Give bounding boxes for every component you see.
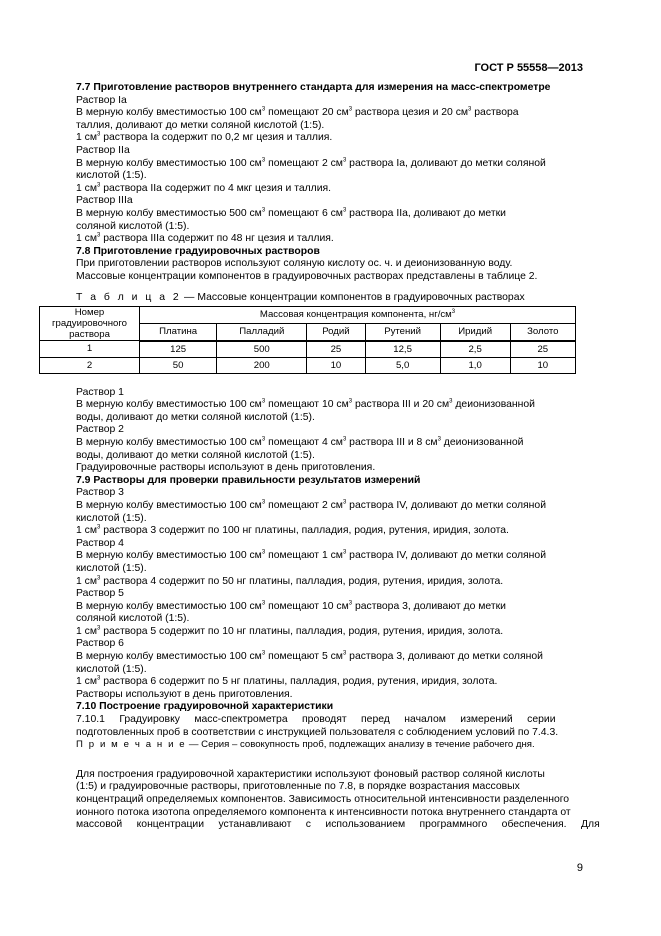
section-7-8-title: 7.8 Приготовление градуировочных растворов: [76, 245, 320, 257]
note: П р и м е ч а н и е — Серия – совокупность проб, подлежащих анализу в течение рабочего дня.: [76, 739, 535, 751]
table-cell: 50: [140, 357, 217, 373]
calibration-usage-note: Градуировочные растворы используют в день приготовления.: [76, 462, 376, 474]
table-2-caption: Т а б л и ц а 2 — Массовые концентрации компонентов в градуировочных растворах: [76, 291, 525, 303]
section-7-10-1-line-1: 7.10.1 Градуировку масс-спектрометра проводят перед началом измерений серии: [76, 714, 556, 726]
table-col-header: Платина: [140, 323, 217, 340]
solution-ia-label: Раствор Iа: [76, 94, 127, 106]
table-cell: 10: [307, 357, 365, 373]
solution-3-text-cont: кислотой (1:5).: [76, 512, 147, 524]
solution-3-content: 1 $см^3$ раствора 3 содержит по 100 нг платины, палладия, родия, рутения, иридия, золота.: [76, 524, 509, 537]
solution-iia-content: 1 $см^3$ раствора IIа содержит по 4 мкг цезия и таллия.: [76, 182, 332, 194]
table-cell: 1,0: [440, 357, 510, 373]
solution-4-text-cont: кислотой (1:5).: [76, 562, 147, 574]
solution-1-label: Раствор 1: [76, 386, 124, 398]
table-cell: 25: [510, 341, 575, 358]
solution-4-text: В мерную колбу вместимостью 100 $см^3$ помещают 1 $см^3$ раствора IV, доливают до метки соляной: [76, 549, 547, 562]
solution-6-label: Раствор 6: [76, 638, 124, 650]
solution-ia-text: В мерную колбу вместимостью 100 $см^3$ помещают 20 $см^3$ раствора цезия и 20 $см^3$ раствора: [76, 106, 519, 119]
solution-6-content: 1 $см^3$ раствора 6 содержит по 5 нг платины, палладия, родия, рутения, иридия, золота.: [76, 675, 498, 688]
solution-iia-text: В мерную колбу вместимостью 100 $см^3$ помещают 2 $см^3$ раствора Iа, доливают до метки соляной: [76, 157, 546, 169]
table-cell: 25: [307, 341, 365, 358]
page-content: [52, 82, 600, 832]
solution-1-text-cont: воды, доливают до метки соляной кислотой (1:5).: [76, 411, 315, 423]
table-col-header: Родий: [307, 323, 365, 340]
solution-2-label: Раствор 2: [76, 424, 124, 436]
solution-iia-text-cont: кислотой (1:5).: [76, 170, 147, 182]
table-cell: 5,0: [365, 357, 440, 373]
solution-5-text-cont: соляной кислотой (1:5).: [76, 613, 190, 625]
solution-2-text: В мерную колбу вместимостью 100 $см^3$ помещают 4 $см^3$ раствора III и 8 $см^3$ деионизованной: [76, 436, 524, 448]
solution-3-text: В мерную колбу вместимостью 100 $см^3$ помещают 2 $см^3$ раствора IV, доливают до метки соляной: [76, 499, 547, 511]
solution-iia-label: Раствор IIа: [76, 144, 130, 156]
solution-iiia-label: Раствор IIIа: [76, 195, 133, 207]
standard-header: ГОСТ Р 55558—2013: [474, 62, 583, 74]
solution-4-content: 1 $см^3$ раствора 4 содержит по 50 нг платины, палладия, родия, рутения, иридия, золота.: [76, 575, 504, 587]
section-7-10-title: 7.10 Построение градуировочной характеристики: [76, 701, 334, 713]
table-col-header-number: Номер градуировочного раствора: [40, 307, 140, 341]
section-7-7-title: 7.7 Приготовление растворов внутреннего стандарта для измерения на масс-спектрометре: [76, 82, 551, 93]
page-number: 9: [576, 862, 583, 874]
solution-6-text: В мерную колбу вместимостью 100 $см^3$ помещают 5 $см^3$ раствора 3, доливают до метки соляной: [76, 650, 543, 663]
solution-iiia-content: 1 $см^3$ раствора IIIа содержит по 48 нг цезия и таллия.: [76, 232, 334, 245]
table-cell: 2: [40, 357, 140, 373]
solution-3-label: Раствор 3: [76, 487, 124, 499]
section-7-8-para-2: Массовые концентрации компонентов в градуировочных растворах представлены в таблице 2.: [76, 270, 538, 282]
solution-ia-text-cont: таллия, доливают до метки соляной кислотой (1:5).: [76, 119, 325, 131]
solution-1-text: В мерную колбу вместимостью 100 $см^3$ помещают 10 $см^3$ раствора III и 20 $см^3$ деионизованной: [76, 398, 535, 411]
table-2: [39, 306, 576, 374]
table-row: [40, 357, 576, 373]
solution-6-text-cont: кислотой (1:5).: [76, 663, 147, 675]
solution-5-content: 1 $см^3$ раствора 5 содержит по 10 нг платины, палладия, родия, рутения, иридия, золота.: [76, 625, 504, 637]
solution-2-text-cont: воды, доливают до метки соляной кислотой (1:5).: [76, 449, 315, 461]
table-cell: 125: [140, 341, 217, 358]
table-col-header: Рутений: [365, 323, 440, 340]
solution-iiia-text-cont: соляной кислотой (1:5).: [76, 220, 190, 232]
table-cell: 2,5: [440, 341, 510, 358]
table-col-header: Иридий: [440, 323, 510, 340]
section-7-10-para-2-line-5: массовой концентрации устанавливают с использованием программного обеспечения. Для: [76, 819, 600, 831]
section-7-10-para-2-line-4: ионного потока изотопа определяемого компонента к интенсивности потока внутреннего стандарта от: [76, 806, 571, 818]
solution-5-text: В мерную колбу вместимостью 100 $см^3$ помещают 10 $см^3$ раствора 3, доливают до метки: [76, 600, 506, 612]
table-group-header: Массовая концентрация компонента, $нг/см^3$: [140, 307, 576, 324]
table-cell: 500: [217, 341, 307, 358]
solution-ia-content: 1 $см^3$ раствора Iа содержит по 0,2 мг цезия и таллия.: [76, 131, 333, 144]
section-7-10-para-2-line-1: Для построения градуировочной характеристики используют фоновый раствор соляной кислоты: [76, 768, 545, 780]
table-col-header: Палладий: [217, 323, 307, 340]
solution-4-label: Раствор 4: [76, 537, 124, 549]
table-cell: 12,5: [365, 341, 440, 358]
section-7-8-para-1: При приготовлении растворов используют соляную кислоту ос. ч. и деионизованную воду.: [76, 258, 513, 270]
section-7-10-para-2-line-2: (1:5) и градуировочные растворы, приготовленные по 7.8, в порядке возрастания массовых: [76, 781, 520, 793]
section-7-10-1-line-2: подготовленных проб в соответствии с инструкцией пользователя с соблюдением условий по 7.4.3.: [76, 726, 559, 738]
solution-iiia-text: В мерную колбу вместимостью 500 $см^3$ помещают 6 $см^3$ раствора IIа, доливают до метки: [76, 207, 506, 219]
check-usage-note: Растворы используют в день приготовления.: [76, 688, 293, 700]
section-7-10-para-2-line-3: концентраций определяемых компонентов. Зависимость относительной интенсивности разделенного: [76, 794, 570, 805]
table-col-header: Золото: [510, 323, 575, 340]
table-cell: 1: [40, 341, 140, 358]
table-cell: 10: [510, 357, 575, 373]
section-7-9-title: 7.9 Растворы для проверки правильности результатов измерений: [76, 474, 421, 486]
table-cell: 200: [217, 357, 307, 373]
table-row: [40, 341, 576, 358]
solution-5-label: Раствор 5: [76, 588, 124, 600]
